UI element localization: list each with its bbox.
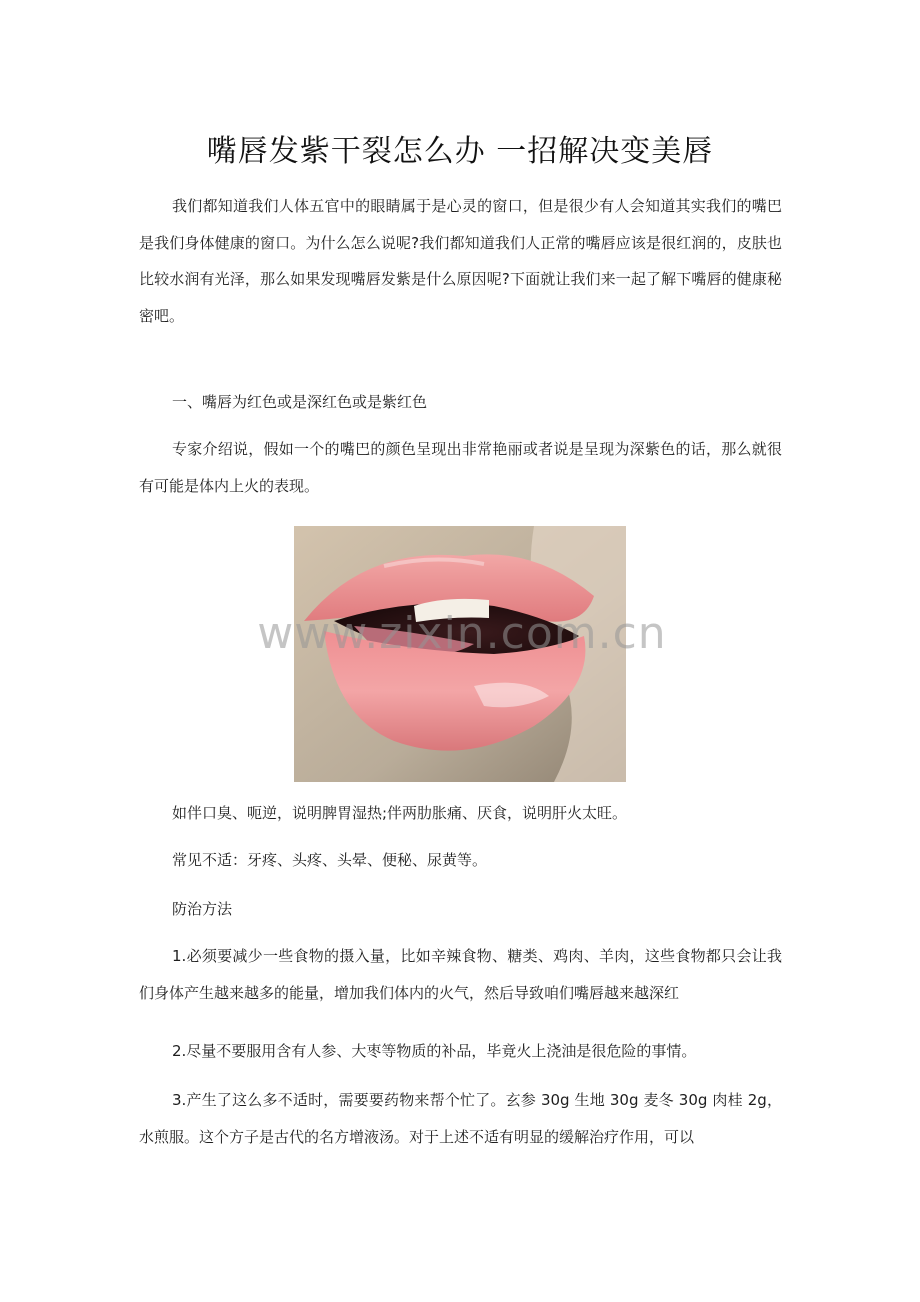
method-2-paragraph: 2.尽量不要服用含有人参、大枣等物质的补品，毕竟火上浇油是很危险的事情。 [172,1042,697,1060]
prevention-heading: 防治方法 [172,900,233,918]
image-watermark: www.zixin.com.cn [257,608,667,659]
method-3-paragraph: 3.产生了这么多不适时，需要要药物来帮个忙了。玄参 30g 生地 30g 麦冬 30g 肉桂 2g，水煎服。这个方子是古代的名方增液汤。对于上述不适有明显的缓解治疗作用，可以 [139,1091,782,1146]
intro-paragraph: 我们都知道我们人体五官中的眼睛属于是心灵的窗口，但是很少有人会知道其实我们的嘴巴是我们身体健康的窗口。为什么怎么说呢?我们都知道我们人正常的嘴唇应该是很红润的，皮肤也比较水润有光泽，那么如果发现嘴唇发紫是什么原因呢?下面就让我们来一起了解下嘴唇的健康秘密吧。 [139,197,782,325]
article-title: 嘴唇发紫干裂怎么办 一招解决变美唇 [206,134,714,169]
method-1-paragraph: 1.必须要减少一些食物的摄入量，比如辛辣食物、糖类、鸡肉、羊肉，这些食物都只会让我们身体产生越来越多的能量，增加我们体内的火气，然后导致咱们嘴唇越来越深红 [139,947,782,1002]
lips-photo [294,526,626,782]
section-heading: 一、嘴唇为红色或是深红色或是紫红色 [172,393,428,411]
symptoms-paragraph: 如伴口臭、呃逆，说明脾胃湿热;伴两肋胀痛、厌食，说明肝火太旺。 [172,804,628,822]
discomforts-paragraph: 常见不适：牙疼、头疼、头晕、便秘、尿黄等。 [172,851,488,869]
expert-paragraph: 专家介绍说，假如一个的嘴巴的颜色呈现出非常艳丽或者说是呈现为深紫色的话，那么就很有可能是体内上火的表现。 [139,440,782,495]
